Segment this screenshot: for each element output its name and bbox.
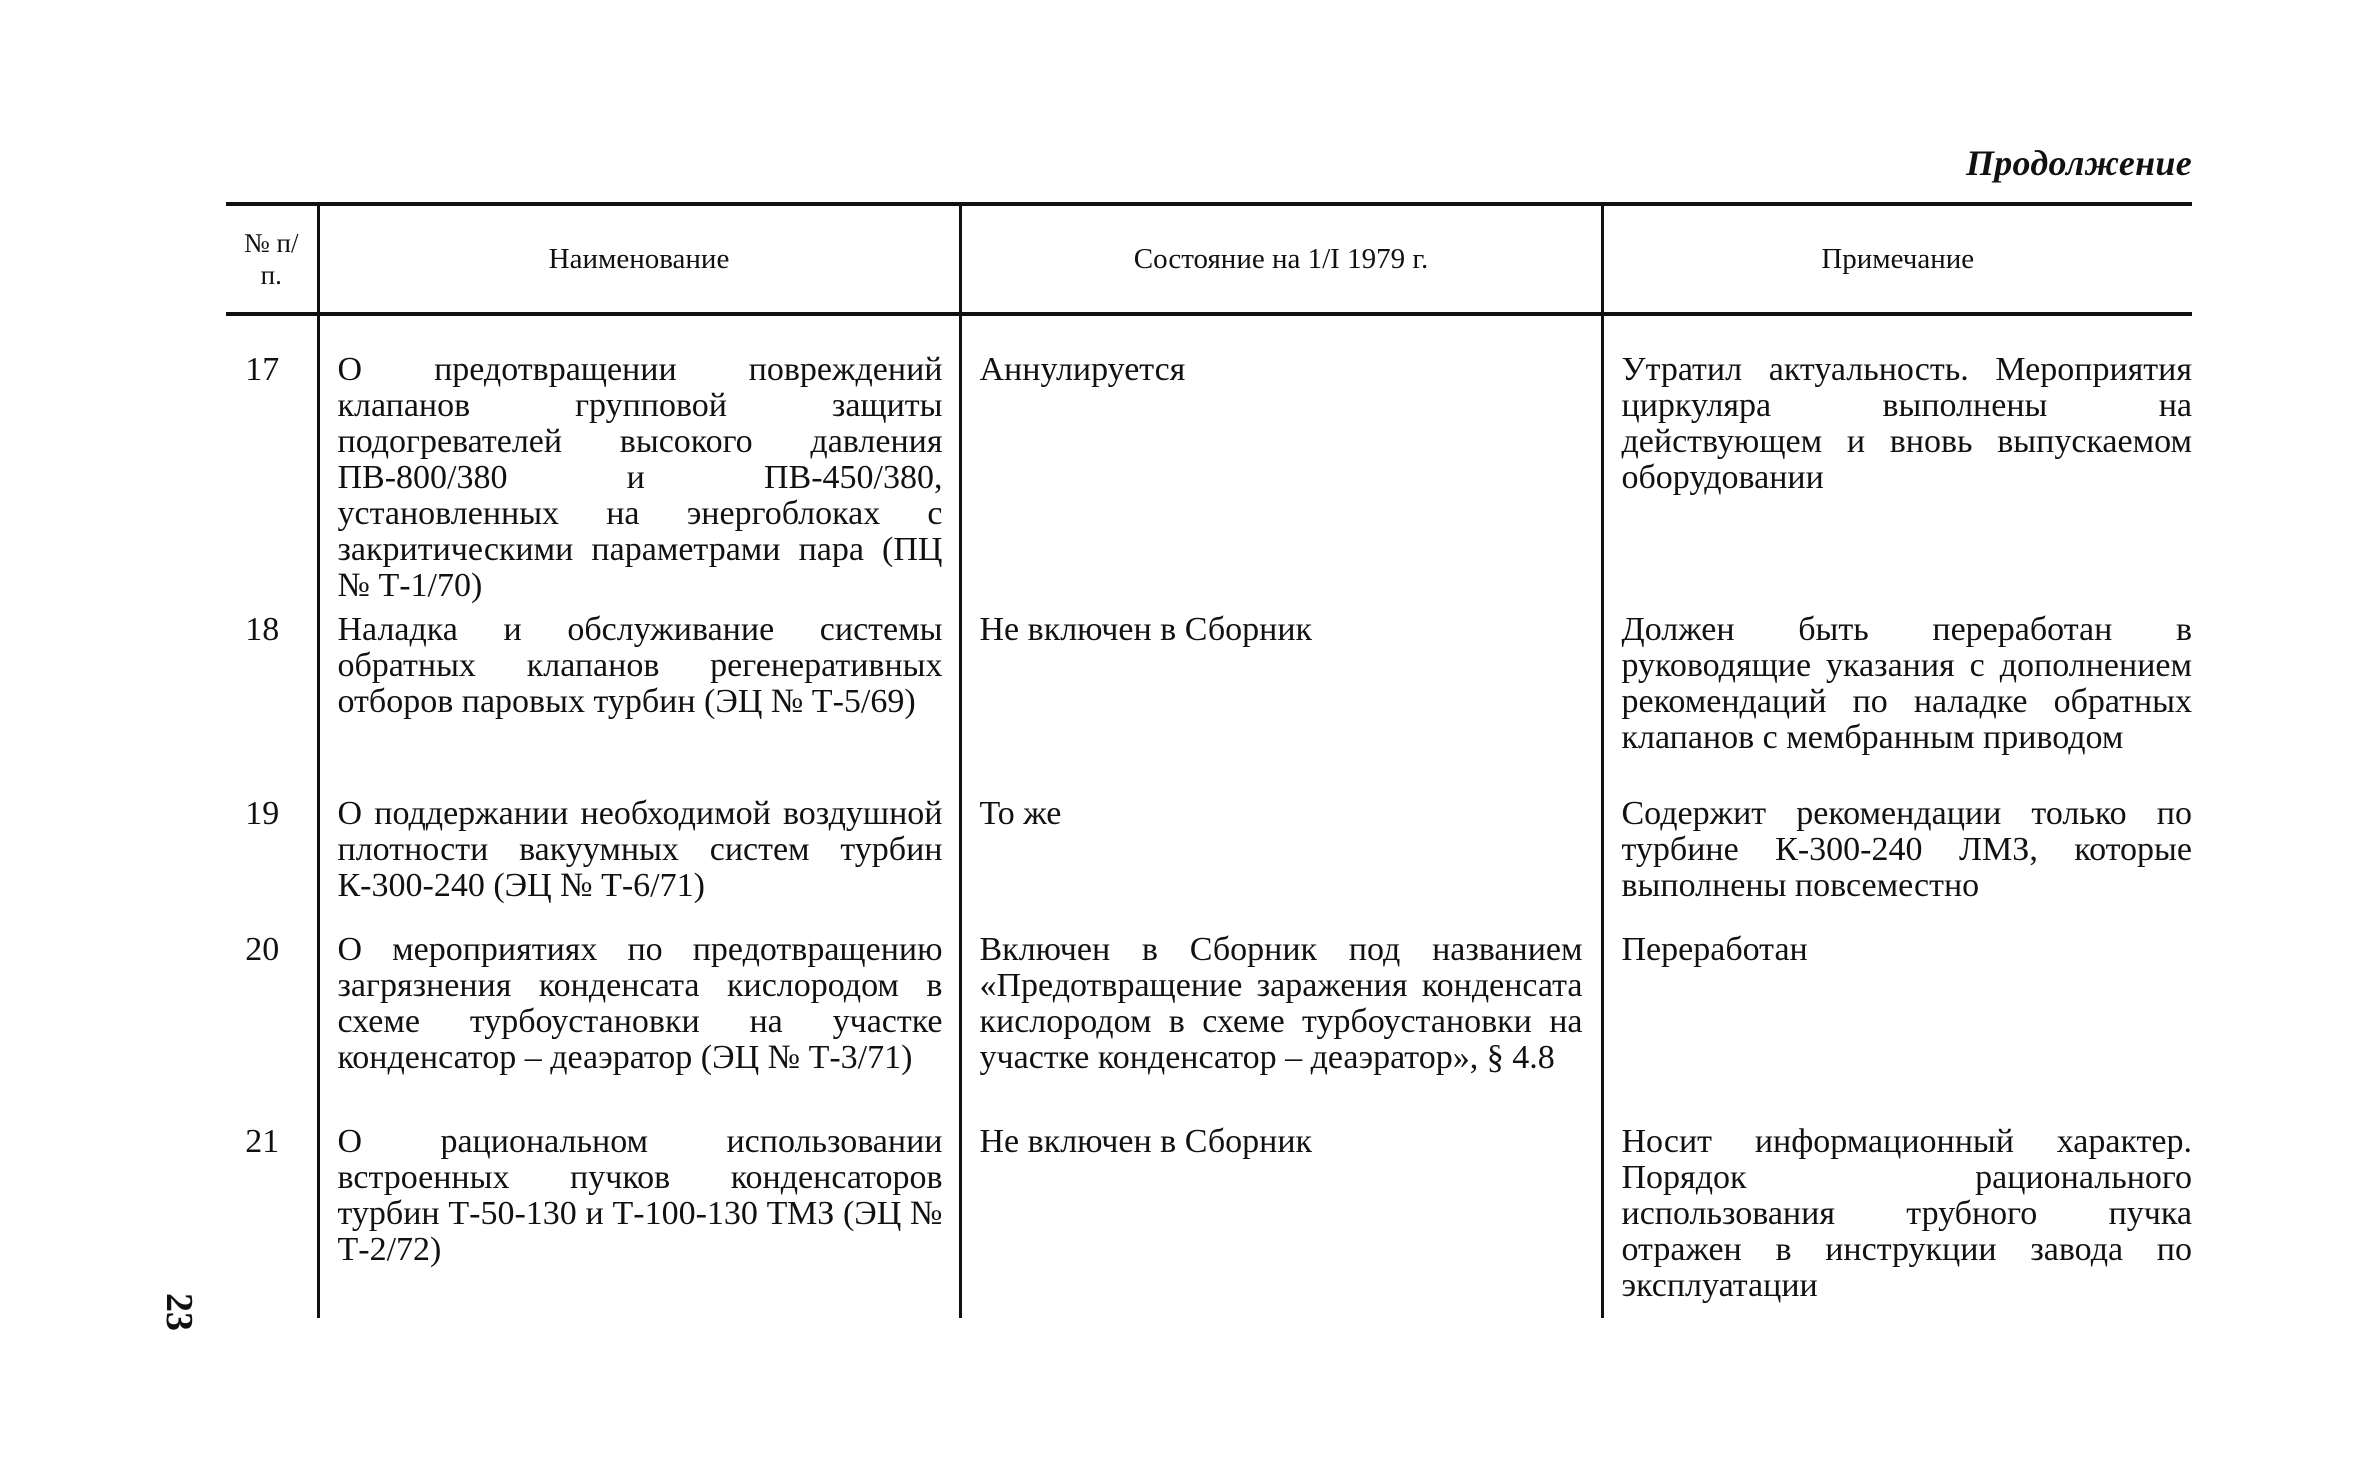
circulars-table <box>226 202 2192 1318</box>
column-header-name: Наименование <box>318 204 960 314</box>
row-name: О предотвращении повреждений клапанов групповой защиты подогревателей высокого давления ПВ-800/380 и ПВ-450/380, установленных на энергоблоках с закритическими параметрами пара (ПЦ № Т-1/70) <box>318 314 960 604</box>
row-number: 21 <box>245 1123 280 1160</box>
row-number: 18 <box>245 611 280 648</box>
table-row <box>226 1114 2192 1318</box>
table-body <box>226 314 2192 1318</box>
column-header-note: Примечание <box>1602 204 2192 314</box>
row-name: О поддержании необходимой воздушной плотности вакуумных систем турбин К-300-240 (ЭЦ № Т-6/71) <box>318 788 960 922</box>
row-number: 17 <box>245 351 280 388</box>
row-note: Утратил актуальность. Мероприятия циркуляра выполнены на действующем и вновь выпускаемом оборудовании <box>1602 314 2192 604</box>
table-row <box>226 788 2192 922</box>
row-name: Наладка и обслуживание системы обратных клапанов регенеративных отборов паровых турбин (ЭЦ № Т-5/69) <box>318 604 960 788</box>
column-header-num: № п/п. <box>226 204 318 314</box>
row-note: Должен быть переработан в руководящие указания с дополнением рекомендаций по наладке обратных клапанов с мембранным приводом <box>1602 604 2192 788</box>
row-number: 19 <box>245 795 280 832</box>
row-state: Аннулируется <box>960 314 1602 604</box>
row-note: Переработан <box>1602 922 2192 1114</box>
row-state: Не включен в Сборник <box>960 604 1602 788</box>
row-name: О мероприятиях по предотвращению загрязнения конденсата кислородом в схеме турбоустановки на участке конденсатор – деаэратор (ЭЦ № Т-3/71) <box>318 922 960 1114</box>
column-header-state: Состояние на 1/I 1979 г. <box>960 204 1602 314</box>
row-note: Содержит рекомендации только по турбине К-300-240 ЛМЗ, которые выполнены повсеместно <box>1602 788 2192 922</box>
continuation-label: Продолжение <box>1965 143 2192 183</box>
row-number: 20 <box>245 931 280 968</box>
table-row <box>226 922 2192 1114</box>
table-row <box>226 314 2192 604</box>
table-header <box>226 204 2192 314</box>
row-state: Включен в Сборник под названием «Предотвращение заражения конденсата кислородом в схеме турбоустановки на участке конденсатор – деаэратор», § 4.8 <box>960 922 1602 1114</box>
row-state: То же <box>960 788 1602 922</box>
row-name: О рациональном использовании встроенных пучков конденсаторов турбин Т-50-130 и Т-100-130 ТМЗ (ЭЦ № Т-2/72) <box>318 1114 960 1318</box>
table-row <box>226 604 2192 788</box>
row-state: Не включен в Сборник <box>960 1114 1602 1318</box>
row-note: Носит информационный характер. Порядок рационального использования трубного пучка отражен в инструкции завода по эксплуатации <box>1602 1114 2192 1318</box>
circulars-table-grid <box>226 202 2192 1318</box>
page-number: 23 <box>158 1293 200 1331</box>
